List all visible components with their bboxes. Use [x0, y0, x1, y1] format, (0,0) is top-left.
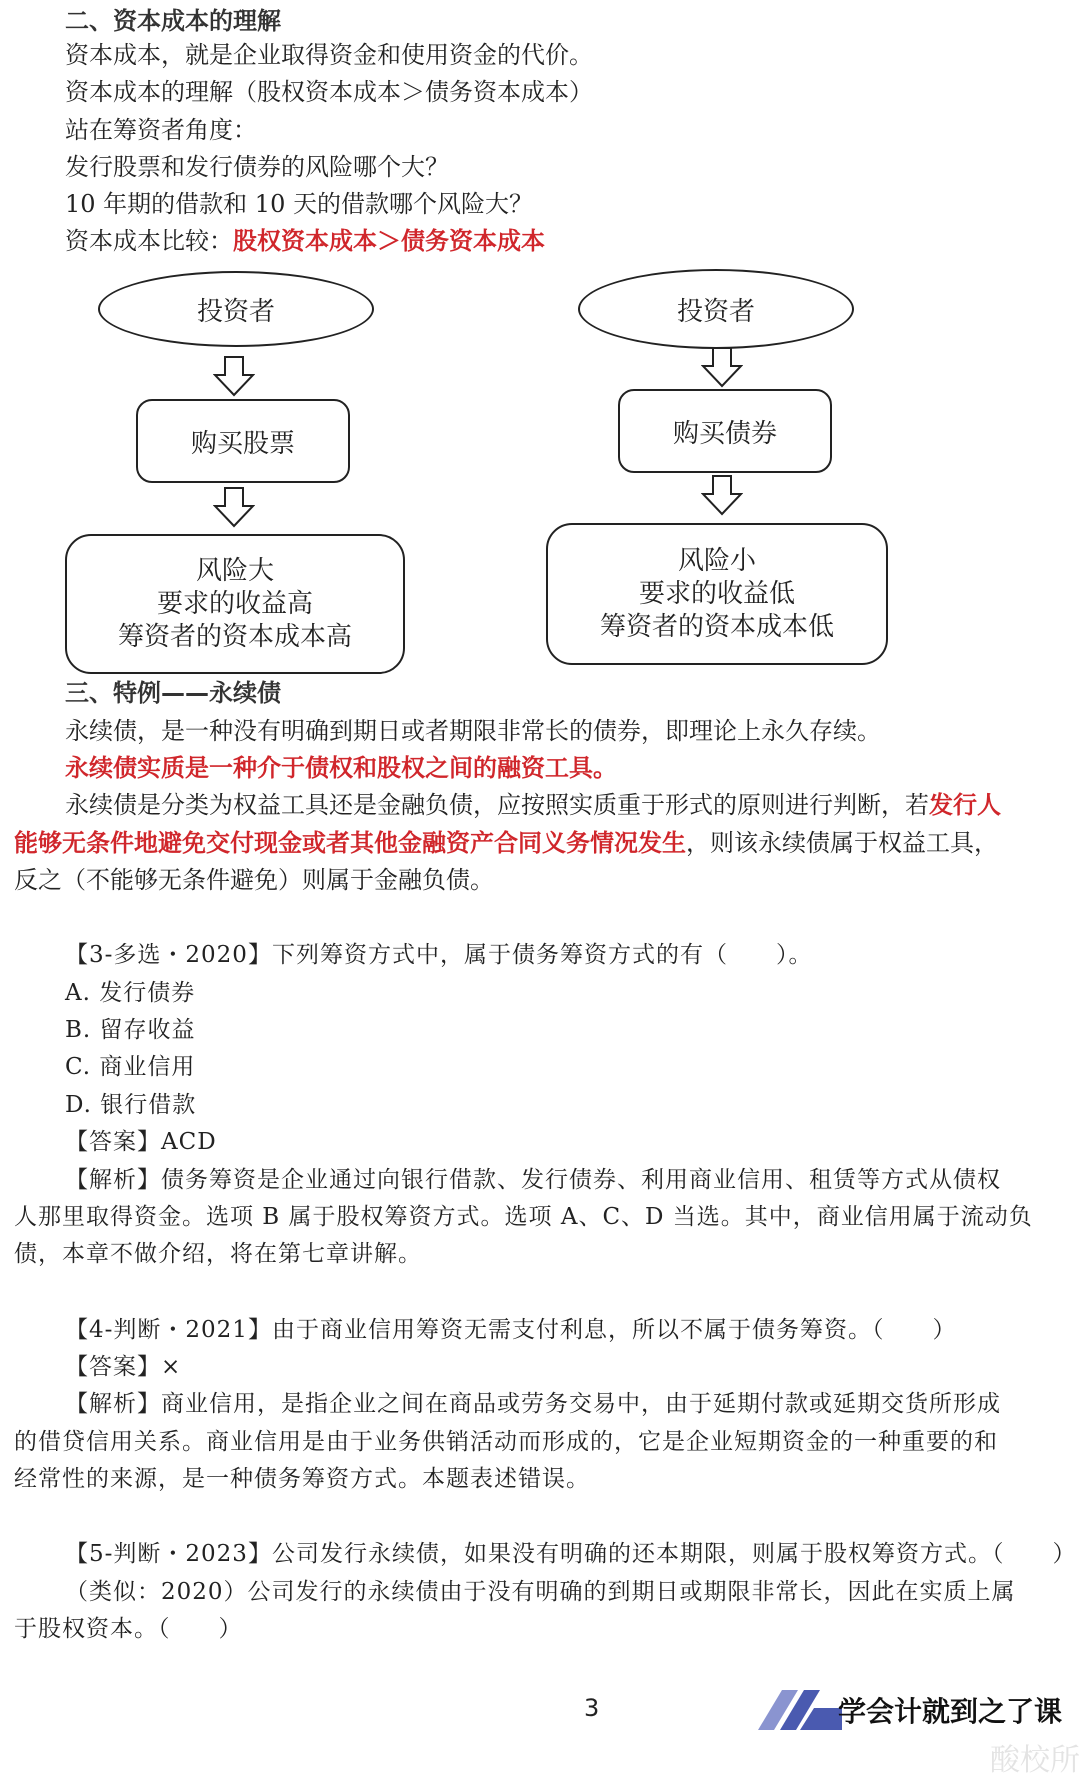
q3-stem: 【3-多选・2020】下列筹资方式中，属于债务筹资方式的有（ ）。	[65, 942, 813, 968]
para-highlight: 发行人	[929, 791, 1001, 819]
q4-analysis-line-2: 的借贷信用关系。商业信用是由于业务供销活动而形成的，它是企业短期资金的一种重要的和	[14, 1429, 998, 1455]
q3-analysis-line-1: 【解析】债务筹资是企业通过向银行借款、发行债券、利用商业信用、租赁等方式从债权	[65, 1167, 1001, 1193]
q4-analysis-line-1: 【解析】商业信用，是指企业之间在商品或劳务交易中，由于延期付款或延期交货所形成	[65, 1391, 1001, 1417]
left-investor-oval	[98, 271, 374, 347]
q4-stem: 【4-判断・2021】由于商业信用筹资无需支付利息，所以不属于债务筹资。（ ）	[65, 1317, 957, 1343]
q4-answer: 【答案】×	[65, 1354, 182, 1380]
q3-option-c: C. 商业信用	[65, 1054, 196, 1080]
left-result-line-2: 要求的收益高	[156, 588, 313, 619]
section2-line-4: 发行股票和发行债券的风险哪个大？	[65, 153, 449, 181]
right-action-label: 购买债券	[672, 418, 777, 449]
left-investor-label: 投资者	[196, 296, 275, 327]
comparison-value: 股权资本成本＞债务资本成本	[233, 227, 545, 255]
right-result-line-2: 要求的收益低	[638, 578, 795, 609]
section2-line-2: 资本成本的理解（股权资本成本＞债务资本成本）	[65, 78, 593, 106]
right-result-line-1: 风险小	[677, 545, 756, 576]
right-investor-oval	[578, 269, 854, 349]
q3-option-d: D. 银行借款	[65, 1092, 197, 1118]
section2-line-3: 站在筹资者角度：	[65, 116, 257, 144]
q3-option-b: B. 留存收益	[65, 1017, 196, 1043]
section3-line-1: 永续债，是一种没有明确到期日或者期限非常长的债券，即理论上永久存续。	[65, 717, 881, 745]
q3-option-a: A. 发行债券	[65, 980, 196, 1006]
left-result-line-3: 筹资者的资本成本高	[117, 621, 352, 652]
q3-analysis-line-2: 人那里取得资金。选项 B 属于股权筹资方式。选项 A、C、D 当选。其中，商业信用属于流动负	[14, 1204, 1033, 1230]
right-investor-label: 投资者	[676, 296, 755, 327]
section3-heading: 三、特例——永续债	[65, 679, 281, 707]
para-text: 永续债是分类为权益工具还是金融负债，应按照实质重于形式的原则进行判断，若	[65, 791, 929, 819]
q5-similar-line-2: 于股权资本。（ ）	[14, 1616, 243, 1642]
q3-answer: 【答案】ACD	[65, 1129, 217, 1155]
left-result-line-1: 风险大	[195, 555, 274, 586]
section3-para-line-2	[14, 826, 998, 860]
right-result-box	[546, 523, 888, 665]
right-down-arrow-2-icon	[701, 474, 743, 516]
para-text: ，则该永续债属于权益工具，	[686, 829, 998, 857]
left-down-arrow-1-icon	[213, 355, 255, 397]
left-action-box	[136, 399, 350, 483]
right-action-box	[618, 389, 832, 473]
brand-logo-icon	[754, 1686, 842, 1734]
capital-cost-comparison	[65, 224, 545, 258]
section2-heading: 二、资本成本的理解	[65, 7, 281, 35]
page-number: 3	[584, 1694, 600, 1722]
section2-line-5: 10 年期的借款和 10 天的借款哪个风险大？	[65, 190, 533, 218]
para-highlight: 能够无条件地避免交付现金或者其他金融资产合同义务情况发生	[14, 829, 686, 857]
left-result-box	[65, 534, 405, 674]
watermark: 酸校所	[990, 1743, 1080, 1778]
q4-analysis-line-3: 经常性的来源，是一种债务筹资方式。本题表述错误。	[14, 1466, 590, 1492]
section3-key-point: 永续债实质是一种介于债权和股权之间的融资工具。	[65, 754, 617, 782]
q3-analysis-line-3: 债，本章不做介绍，将在第七章讲解。	[14, 1241, 422, 1267]
section3-para-line-3: 反之（不能够无条件避免）则属于金融负债。	[14, 866, 494, 894]
right-down-arrow-1-icon	[701, 346, 743, 388]
left-action-label: 购买股票	[190, 428, 295, 459]
section3-para-line-1	[65, 788, 1001, 822]
comparison-label: 资本成本比较：	[65, 227, 233, 255]
right-result-line-3: 筹资者的资本成本低	[599, 611, 834, 642]
section2-line-1: 资本成本，就是企业取得资金和使用资金的代价。	[65, 41, 593, 69]
q5-similar-line-1: （类似：2020）公司发行的永续债由于没有明确的到期日或期限非常长，因此在实质上属	[65, 1579, 1016, 1605]
brand-slogan: 学会计就到之了课	[838, 1695, 1063, 1728]
q5-stem: 【5-判断・2023】公司发行永续债，如果没有明确的还本期限，则属于股权筹资方式。（ ）	[65, 1541, 1077, 1567]
left-down-arrow-2-icon	[213, 486, 255, 528]
